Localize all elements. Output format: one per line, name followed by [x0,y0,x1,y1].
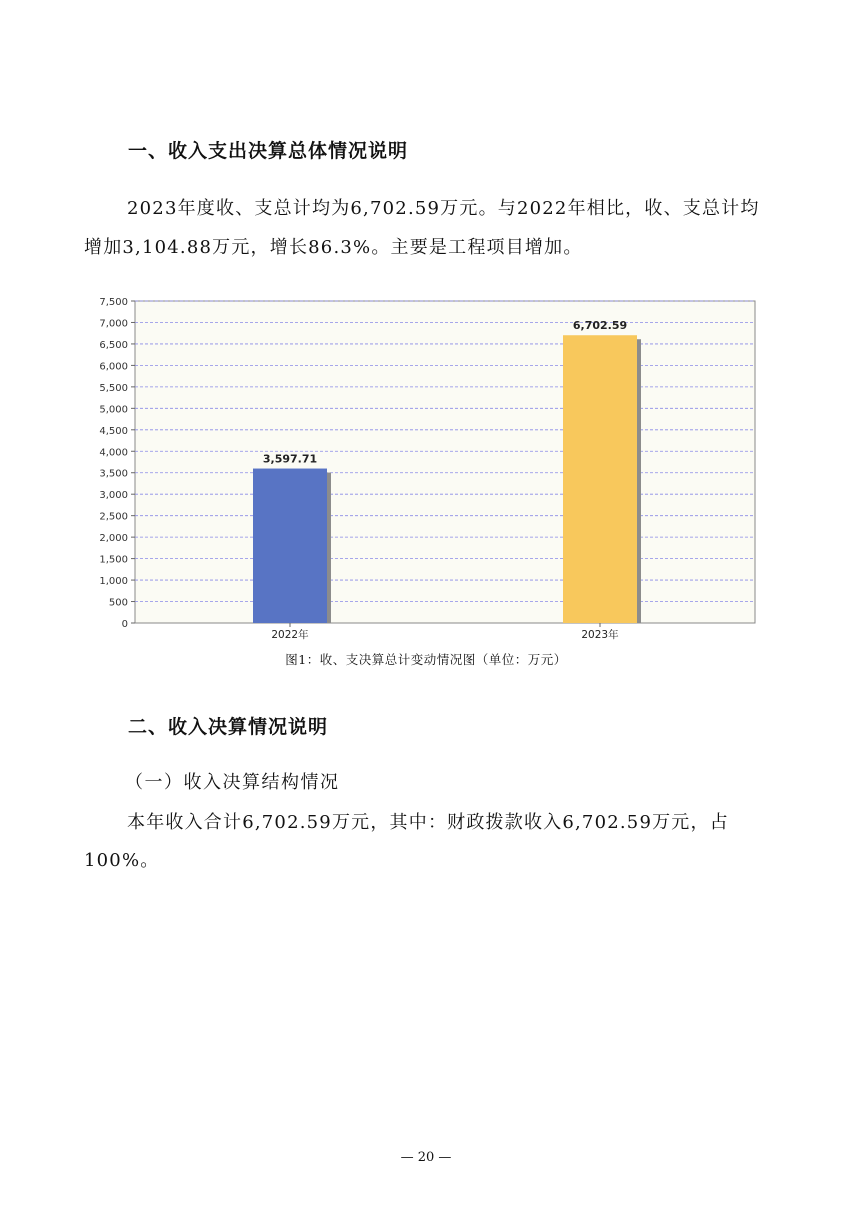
data-label: 3,597.71 [262,452,318,466]
y-tick-label: 6,000 [99,361,128,373]
section2-subheading: （一）收入决算结构情况 [125,772,340,793]
y-tick-label: 5,000 [99,404,128,416]
y-tick-label: 3,500 [99,468,128,480]
section1-paragraph-line1: 2023年度收、支总计均为6,702.59万元。与2022年相比，收、支总计均 [127,198,760,219]
x-tick-label: 2023年 [581,629,619,641]
y-tick-label: 5,500 [99,382,128,394]
bar-2022年 [253,469,327,623]
section2-heading: 二、收入决算情况说明 [128,716,329,738]
y-tick-label: 7,000 [99,318,128,330]
y-tick-label: 2,000 [99,533,128,545]
y-tick-label: 1,500 [99,554,128,566]
chart-svg [80,297,760,641]
y-tick-label: 6,500 [99,339,128,351]
section2-paragraph-line1: 本年收入合计6,702.59万元，其中：财政拨款收入6,702.59万元，占 [127,812,729,833]
y-tick-label: 1,000 [99,576,128,588]
y-tick-label: 3,000 [99,490,128,502]
y-tick-label: 500 [108,597,128,609]
y-tick-label: 4,500 [99,425,128,437]
x-tick-label: 2022年 [271,629,309,641]
y-tick-label: 2,500 [99,511,128,523]
revenue-expenditure-chart [80,297,760,641]
y-tick-label: 4,000 [99,447,128,459]
bar-2023年 [563,335,637,623]
y-tick-label: 7,500 [99,297,128,308]
section1-paragraph-line2: 增加3,104.88万元，增长86.3%。主要是工程项目增加。 [84,237,583,258]
data-label: 6,702.59 [572,319,628,333]
section2-paragraph-line2: 100%。 [84,850,160,871]
chart-caption: 图1：收、支决算总计变动情况图（单位：万元） [285,652,567,667]
page-number: — 20 — [400,1150,452,1165]
plot-area [135,301,755,623]
section1-heading: 一、收入支出决算总体情况说明 [128,140,409,162]
y-tick-label: 0 [121,619,128,630]
